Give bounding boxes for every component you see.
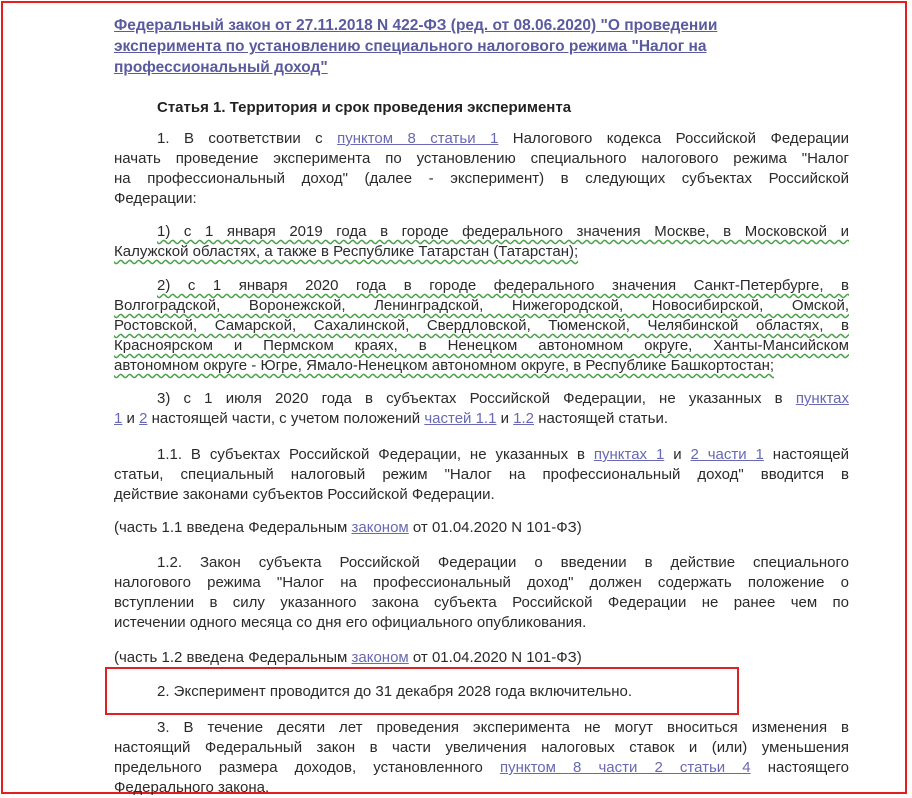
link-part-1-point-2[interactable]: 2 части 1 [690, 446, 764, 463]
link-article-1-point-8[interactable]: пунктом 8 статьи 1 [337, 130, 499, 147]
text: 1) с 1 января 2019 года в городе федерального значения Москве, в Московской и [157, 223, 849, 240]
line [114, 316, 849, 336]
line [114, 445, 849, 465]
text: 3) с 1 июля 2020 года в субъектах Российской Федерации, не указанных в [157, 390, 796, 407]
text: 2) с 1 января 2020 года в городе федерального значения Санкт-Петербурге, в [157, 277, 849, 294]
line: 2. Эксперимент проводится до 31 декабря 2028 года включительно. [157, 683, 633, 700]
text: и [664, 446, 691, 463]
link-points-1[interactable]: пунктах 1 [593, 446, 665, 463]
text: 1.1. В субъектах Российской Федерации, не указанных в [157, 446, 594, 463]
text: настоящей части, с учетом положений [147, 410, 425, 427]
text: (часть 1.2 введена Федеральным [114, 649, 352, 666]
text: 1. В соответствии с [157, 130, 338, 147]
article-heading: Статья 1. Территория и срок проведения эксперимента [157, 99, 572, 116]
text: настоящей [763, 446, 849, 463]
line [114, 336, 849, 356]
amendment-note-1 [114, 518, 849, 538]
text: Калужской областях, а также в Республике Татарстан (Татарстан); [114, 243, 579, 260]
amendment-note-2 [114, 648, 849, 668]
line: истечении одного месяца со дня его официального опубликования. [114, 614, 587, 631]
text: автономном округе - Югре, Ямало-Ненецком автономном округе, в Республике Башкортостан; [114, 357, 775, 374]
paragraph-3 [114, 718, 849, 798]
line: Федерации: [114, 190, 197, 207]
link-point-1[interactable]: 1 [114, 410, 123, 427]
line: Федерального закона. [114, 779, 270, 796]
line [114, 518, 849, 538]
line: действие законами субъектов Российской Федерации. [114, 486, 495, 503]
text: Ростовской, Самарской, Сахалинской, Свердловской, Тюменской, Челябинской областях, в [114, 317, 849, 334]
line [114, 222, 849, 242]
text: Волгоградской, Воронежской, Ленинградской, Нижегородской, Новосибирской, Омской, [114, 297, 849, 314]
line: начать проведение эксперимента по установлению специального налогового режима "Налог [114, 150, 849, 167]
paragraph-1-item-1 [114, 222, 849, 262]
line [114, 648, 849, 668]
link-parts-1-1[interactable]: частей 1.1 [424, 410, 497, 427]
line: налогового режима "Налог на профессиональный доход" должен содержать положение о [114, 574, 849, 591]
link-part-1-2[interactable]: 1.2 [513, 410, 535, 427]
text: (часть 1.1 введена Федеральным [114, 519, 352, 536]
line [114, 242, 849, 262]
line [114, 389, 849, 409]
link-law[interactable]: законом [351, 649, 409, 666]
line [114, 276, 849, 296]
text: и [122, 410, 140, 427]
line [114, 758, 849, 778]
text: Налогового кодекса Российской Федерации [498, 130, 849, 147]
line: вступлении в силу указанного закона субъекта Российской Федерации не ранее чем по [114, 594, 849, 611]
text: и [496, 410, 514, 427]
text: Красноярском и Пермском краях, в Ненецком автономном округе, Ханты-Мансийском [114, 337, 849, 354]
link-points[interactable]: пунктах [795, 390, 849, 407]
text: предельного размера доходов, установленного [114, 759, 500, 776]
link-article-4-part-2-point-8[interactable]: пунктом 8 части 2 статьи 4 [499, 759, 751, 776]
link-point-2[interactable]: 2 [139, 410, 148, 427]
line: 1.2. Закон субъекта Российской Федерации о введении в действие специального [157, 554, 849, 571]
line [114, 296, 849, 316]
line: настоящий Федеральный закон в части увеличения налоговых ставок и (или) уменьшения [114, 739, 849, 756]
line [114, 409, 849, 429]
paragraph-1-item-3 [114, 389, 849, 429]
paragraph-1-1 [114, 445, 849, 505]
paragraph-1-item-2 [114, 276, 849, 376]
line: статьи, специальный налоговый режим "Налог на профессиональный доход" вводится в [114, 466, 849, 483]
paragraph-1-2 [114, 553, 849, 633]
text: от 01.04.2020 N 101-ФЗ) [408, 649, 582, 666]
link-law[interactable]: законом [351, 519, 409, 536]
line: 3. В течение десяти лет проведения эксперимента не могут вноситься изменения в [157, 719, 849, 736]
text: от 01.04.2020 N 101-ФЗ) [408, 519, 582, 536]
text: настоящей статьи. [534, 410, 668, 427]
line: на профессиональный доход" (далее - эксперимент) в следующих субъектах Российской [114, 170, 849, 187]
highlight-box [105, 667, 739, 715]
line [114, 129, 849, 149]
law-title-link[interactable]: Федеральный закон от 27.11.2018 N 422-ФЗ (ред. от 08.06.2020) "О проведении эксперимента по установлению специального налогового режима "Налог на профессиональный доход" [114, 17, 718, 76]
text: настоящего [750, 759, 849, 776]
line [114, 356, 849, 376]
paragraph-1 [114, 129, 849, 209]
